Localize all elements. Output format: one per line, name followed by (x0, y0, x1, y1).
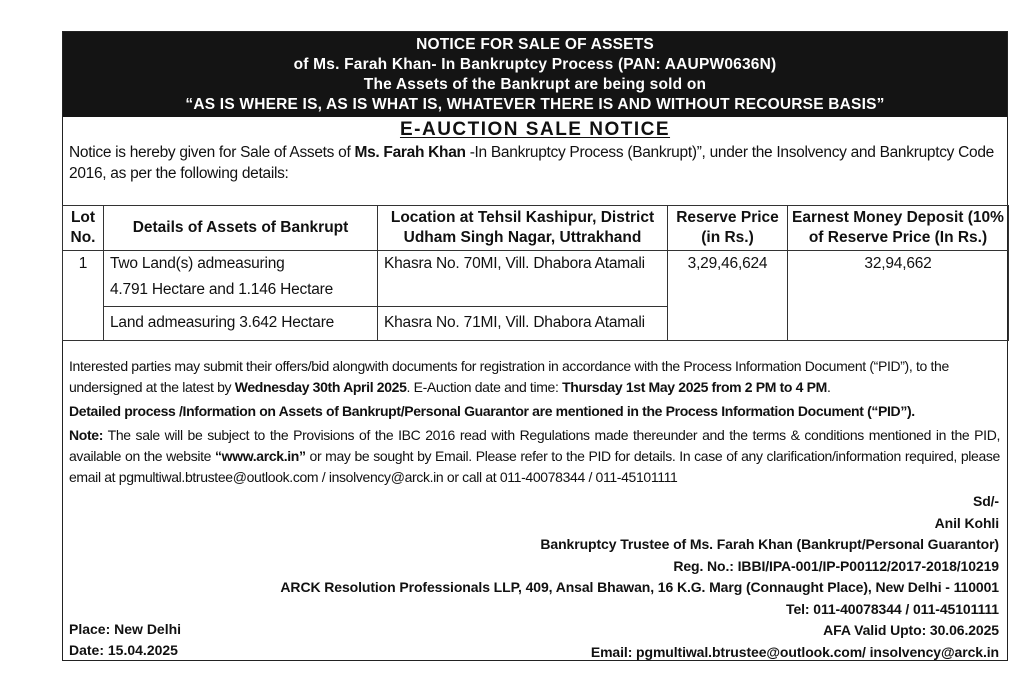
signatory-address: ARCK Resolution Professionals LLP, 409, Ansal Bhawan, 16 K.G. Marg (Connaught Place), New Delhi - 110001 (280, 579, 999, 595)
intro-bankrupt-name: Ms. Farah Khan (354, 144, 466, 161)
asset-details: Land admeasuring 3.642 Hectare (104, 307, 378, 341)
table-row (63, 251, 1009, 307)
header-basis-line: “AS IS WHERE IS, AS IS WHAT IS, WHATEVER THERE IS AND WITHOUT RECOURSE BASIS” (185, 96, 885, 113)
header-location: Location at Tehsil Kashipur, District Udham Singh Nagar, Uttrakhand (378, 206, 668, 251)
header-sold-on-line: The Assets of the Bankrupt are being sold on (363, 76, 707, 93)
asset-location: Khasra No. 71MI, Vill. Dhabora Atamali (378, 307, 668, 341)
notice-header (63, 32, 1007, 117)
header-lot-no: Lot No. (63, 206, 104, 251)
date: Date: 15.04.2025 (69, 642, 178, 658)
header-details: Details of Assets of Bankrupt (104, 206, 378, 251)
note-label: Note: (69, 427, 104, 443)
note-paragraph (63, 425, 1006, 488)
intro-prefix: Notice is hereby given for Sale of Assets of (69, 144, 355, 161)
note-text: or may be sought by Email. Please refer to the PID for details. In case of any clarification/information required, please email at pgmultiwal.btrustee@outlook.com / insolvency@arck.in or call at 011-40078344 / 011-45101111 (69, 448, 1000, 485)
afa-validity: AFA Valid Upto: 30.06.2025 (823, 622, 999, 638)
place: Place: New Delhi (69, 621, 182, 637)
asset-details-line: Two Land(s) admeasuring (110, 255, 285, 272)
header-reserve-price: Reserve Price (in Rs.) (668, 206, 788, 251)
asset-details-line: 4.791 Hectare and 1.146 Hectare (110, 281, 334, 298)
sale-notice (62, 31, 1008, 661)
signatory-email: Email: pgmultiwal.btrustee@outlook.com/ insolvency@arck.in (590, 643, 999, 660)
submission-text: Interested parties may submit their offers/bid alongwith documents for registration in accordance with the Process Information Document (“PID”), to the undersigned at the latest by (69, 358, 949, 395)
asset-location: Khasra No. 70MI, Vill. Dhabora Atamali (378, 251, 668, 307)
submission-paragraph (63, 356, 1006, 398)
terms-section (63, 350, 1006, 488)
registration-number: Reg. No.: IBBI/IPA-001/IP-P00112/2017-2018/10219 (673, 557, 999, 574)
asset-details (104, 251, 378, 307)
signatory-name: Anil Kohli (934, 514, 999, 531)
signature-block (280, 491, 999, 663)
auction-title-text: E-AUCTION SALE NOTICE (399, 119, 671, 140)
intro-suffix: -In Bankruptcy Process (Bankrupt)”, under the Insolvency and Bankruptcy Code 2016, as per the following details: (69, 144, 994, 182)
place-date-block (69, 619, 181, 661)
assets-table (62, 205, 1009, 341)
auction-date-time: Thursday 1st May 2025 from 2 PM to 4 PM (562, 379, 827, 395)
intro-paragraph (63, 142, 1007, 184)
signature-sd: Sd/- (972, 493, 999, 509)
note-text: The sale will be subject to the Provisions of the IBC 2016 read with Regulations made thereunder and the terms & conditions mentioned in the PID, available on the website (69, 427, 1000, 464)
submission-deadline: Wednesday 30th April 2025 (234, 379, 407, 395)
lot-number: 1 (63, 251, 104, 341)
auction-title (63, 117, 1007, 142)
table-header-row (63, 206, 1009, 251)
header-bankrupt-line: of Ms. Farah Khan- In Bankruptcy Process (PAN: AAUPW0636N) (293, 56, 777, 73)
website-link: “www.arck.in” (215, 448, 306, 464)
submission-text: . E-Auction date and time: (406, 379, 563, 395)
header-emd: Earnest Money Deposit (10% of Reserve Price (In Rs.) (788, 206, 1009, 251)
earnest-money-deposit: 32,94,662 (788, 251, 1009, 341)
signatory-designation: Bankruptcy Trustee of Ms. Farah Khan (Bankrupt/Personal Guarantor) (540, 536, 999, 552)
reserve-price: 3,29,46,624 (668, 251, 788, 341)
submission-text: . (826, 379, 831, 395)
header-title: NOTICE FOR SALE OF ASSETS (416, 36, 654, 53)
signatory-telephone: Tel: 011-40078344 / 011-45101111 (786, 600, 999, 617)
process-paragraph: Detailed process /Information on Assets of Bankrupt/Personal Guarantor are mentioned in the Process Information Document (“PID”). (69, 403, 915, 419)
